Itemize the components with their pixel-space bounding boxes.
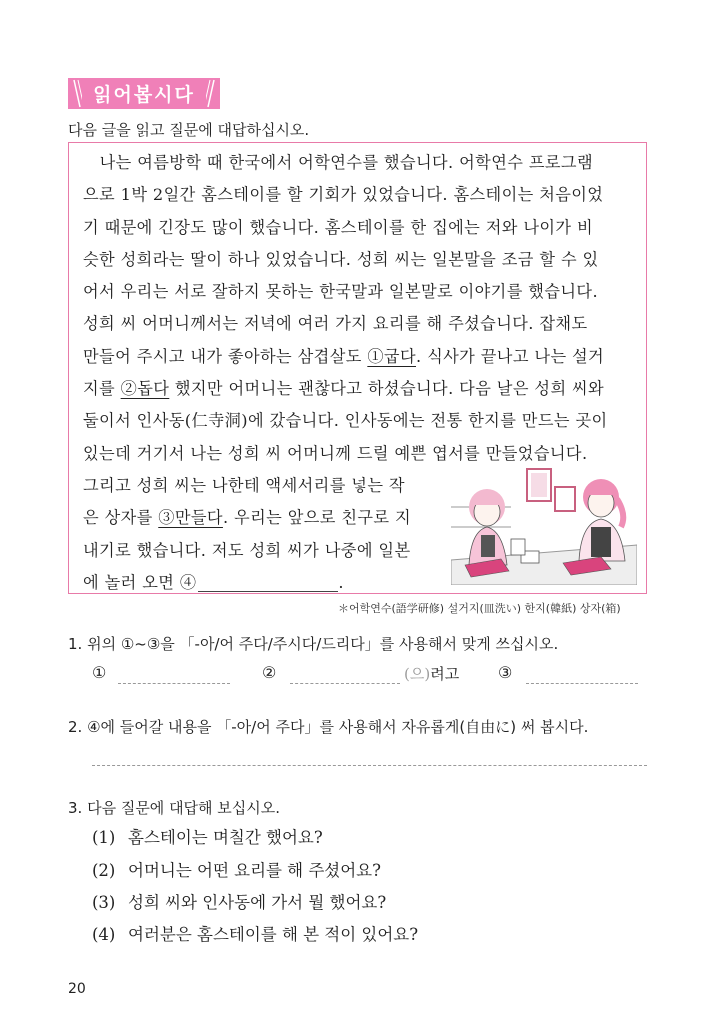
passage-line	[83, 341, 639, 373]
text-segment: .	[338, 572, 344, 592]
instruction-text: 다음 글을 읽고 질문에 대답하십시오.	[68, 121, 310, 139]
vocabulary-footnote: ＊어학연수(語学研修) 설거지(皿洗い) 한지(韓紙) 상자(箱)	[338, 602, 621, 615]
target-verb-3: ③만들다	[158, 508, 223, 528]
sub-question-number: (2)	[92, 861, 116, 880]
sub-question-text: 홈스테이는 며칠간 했어요?	[128, 828, 323, 847]
question-3: 3. 다음 질문에 대답해 보십시오.	[68, 799, 281, 817]
answer-number-1: ①	[92, 663, 107, 682]
suffix-optional: (으)	[404, 665, 431, 683]
passage-line: 그리고 성희 씨는 나한테 액세서리를 넣는 작	[83, 475, 405, 495]
reading-passage-box	[68, 142, 647, 594]
passage-line: 으로 1박 2일간 홈스테이를 할 기회가 있었습니다. 홈스테이는 처음이었	[83, 185, 604, 205]
sub-question-text: 어머니는 어떤 요리를 해 주셨어요?	[128, 861, 381, 880]
sub-question-number: (1)	[92, 828, 116, 847]
answer-suffix	[404, 663, 459, 684]
answer-field-q2[interactable]	[92, 765, 647, 766]
passage-line	[83, 373, 639, 405]
answer-number-2: ②	[262, 663, 277, 682]
two-girls-making-crafts-illustration	[451, 465, 637, 585]
text-segment: 지를	[83, 379, 121, 399]
sub-question	[92, 889, 386, 913]
question-1-answer-row	[0, 663, 725, 689]
passage-line: 성희 씨 어머니께서는 저녁에 여러 가지 요리를 해 주셨습니다. 잡채도	[83, 314, 588, 334]
section-title: 읽어봅시다	[93, 84, 195, 106]
answer-field-2[interactable]	[290, 683, 400, 684]
slash-decoration-icon	[206, 78, 216, 109]
sub-question-number: (4)	[92, 925, 116, 944]
sub-question-text: 여러분은 홈스테이를 해 본 적이 있어요?	[128, 925, 419, 944]
target-verb-2: ②돕다	[120, 379, 170, 399]
answer-field-1[interactable]	[118, 683, 230, 684]
question-2: 2. ④에 들어갈 내용을 「-아/어 주다」를 사용해서 자유롭게(自由に) 써 봅시다.	[68, 718, 589, 736]
answer-field-3[interactable]	[526, 683, 638, 684]
target-verb-1: ①굽다	[367, 346, 416, 366]
question-1: 1. 위의 ①~③을 「-아/어 주다/주시다/드리다」를 사용해서 맞게 쓰십시오.	[68, 635, 559, 653]
suffix-main: 려고	[430, 665, 460, 683]
text-segment: . 식사가 끝나고 나는 설거	[416, 346, 605, 366]
slash-decoration-icon	[72, 78, 82, 109]
passage-line: 기 때문에 긴장도 많이 했습니다. 홈스테이를 한 집에는 저와 나이가 비	[83, 217, 594, 237]
page-number: 20	[68, 981, 86, 997]
text-segment: 은 상자를	[83, 508, 159, 528]
passage-line: 있는데 거기서 나는 성희 씨 어머니께 드릴 예쁜 엽서를 만들었습니다.	[83, 443, 588, 463]
text-segment: . 우리는 앞으로 친구로 지	[222, 508, 412, 528]
passage-line: 둘이서 인사동(仁寺洞)에 갔습니다. 인사동에는 전통 한지를 만드는 곳이	[83, 411, 608, 431]
sub-question	[92, 857, 381, 881]
sub-question	[92, 921, 418, 945]
passage-line: 어서 우리는 서로 잘하지 못하는 한국말과 일본말로 이야기를 했습니다.	[83, 282, 598, 302]
answer-number-3: ③	[498, 663, 513, 682]
sub-question	[92, 824, 323, 848]
passage-line: 내기로 했습니다. 저도 성희 씨가 나중에 일본	[83, 540, 411, 560]
section-title-banner	[68, 78, 220, 109]
passage-line: 슷한 성희라는 딸이 하나 있었습니다. 성희 씨는 일본말을 조금 할 수 있	[83, 249, 599, 269]
text-segment: 에 놀러 오면 ④	[83, 572, 197, 592]
sub-question-text: 성희 씨와 인사동에 가서 뭘 했어요?	[128, 893, 387, 912]
text-segment: 했지만 어머니는 괜찮다고 하셨습니다. 다음 날은 성희 씨와	[169, 379, 605, 399]
text-segment: 만들어 주시고 내가 좋아하는 삼겹살도	[83, 346, 368, 366]
passage-line: 나는 여름방학 때 한국에서 어학연수를 했습니다. 어학연수 프로그램	[83, 153, 593, 172]
sub-question-number: (3)	[92, 893, 116, 912]
answer-blank-4[interactable]	[198, 571, 338, 592]
